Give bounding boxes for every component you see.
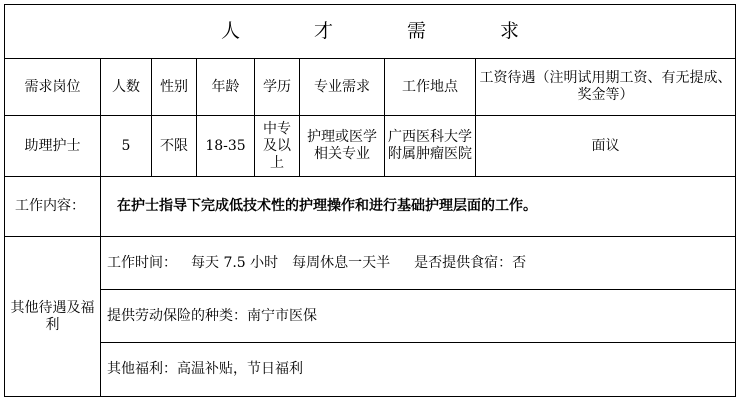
job-content-text: 在护士指导下完成低技术性的护理操作和进行基础护理层面的工作。 <box>101 177 736 237</box>
cell-location: 广西医科大学附属肿瘤医院 <box>385 116 476 177</box>
cell-position: 助理护士 <box>5 116 101 177</box>
title-row <box>5 5 736 59</box>
work-time-cell <box>101 237 736 290</box>
header-major: 专业需求 <box>300 59 385 116</box>
benefits-label: 其他待遇及福利 <box>5 237 101 397</box>
insurance-cell: 提供劳动保险的种类：南宁市医保 <box>101 290 736 343</box>
header-count: 人数 <box>101 59 152 116</box>
meals-value: 否 <box>512 254 527 271</box>
cell-gender: 不限 <box>152 116 197 177</box>
header-age: 年龄 <box>197 59 255 116</box>
insurance-row <box>5 290 736 343</box>
cell-count: 5 <box>101 116 152 177</box>
meals-label: 是否提供食宿： <box>414 254 513 271</box>
header-location: 工作地点 <box>385 59 476 116</box>
work-time-weekly: 每周休息一天半 <box>292 254 391 271</box>
other-benefits-row <box>5 343 736 397</box>
job-content-row <box>5 177 736 237</box>
work-time-daily: 每天 7.5 小时 <box>191 254 279 271</box>
table-row <box>5 116 736 177</box>
recruitment-table <box>4 4 736 397</box>
header-row <box>5 59 736 116</box>
header-gender: 性别 <box>152 59 197 116</box>
header-position: 需求岗位 <box>5 59 101 116</box>
cell-age: 18-35 <box>197 116 255 177</box>
cell-major: 护理或医学相关专业 <box>300 116 385 177</box>
work-time-row <box>5 237 736 290</box>
job-content-label: 工作内容： <box>5 177 101 237</box>
header-salary: 工资待遇（注明试用期工资、有无提成、奖金等） <box>476 59 736 116</box>
header-education: 学历 <box>255 59 300 116</box>
other-benefits-cell: 其他福利：高温补贴，节日福利 <box>101 343 736 397</box>
cell-salary: 面议 <box>476 116 736 177</box>
table-title: 人 才 需 求 <box>5 5 736 59</box>
work-time-label: 工作时间： <box>107 254 177 271</box>
cell-education: 中专及以上 <box>255 116 300 177</box>
